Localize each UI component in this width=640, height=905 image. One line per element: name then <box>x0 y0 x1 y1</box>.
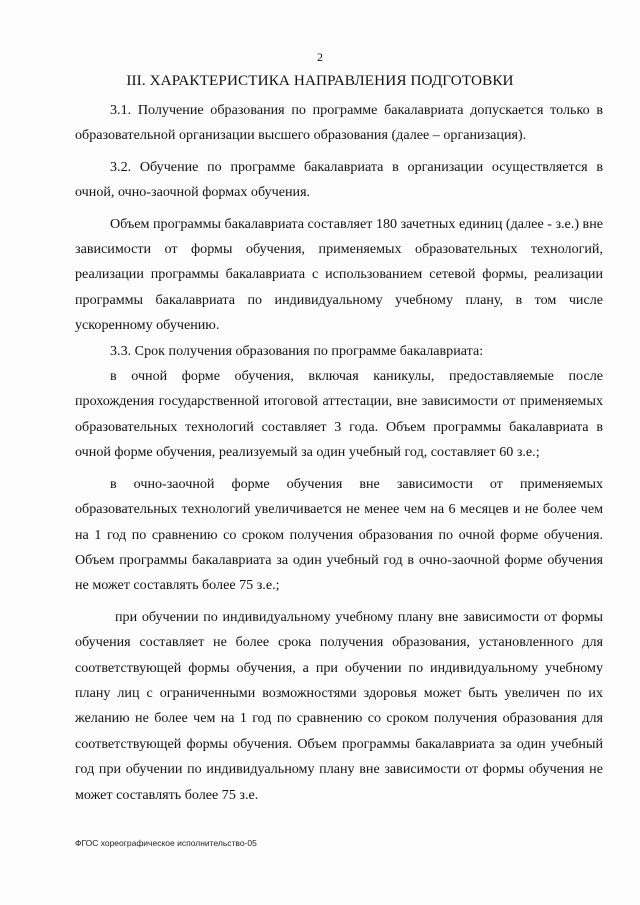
paragraph-3-1: 3.1. Получение образования по программе бакалавриата допускается только в образовательной организации высшего образования (далее – организация). <box>75 102 603 144</box>
paragraph-individual-plan: при обучении по индивидуальному учебному плану вне зависимости от формы обучения составляет не более срока получения образования, установленного для соответствующей формы обучения, а при обучении по индивидуальному учебному плану лиц с ограниченными возможностями здоровья может быть увеличен по их желанию не более чем на 1 год по сравнению со сроком получения образования для соответствующей формы обучения. Объем программы бакалавриата за один учебный год при обучении по индивидуальному плану вне зависимости от формы обучения не может составлять более 75 з.е. <box>75 608 603 803</box>
paragraph-program-volume: Объем программы бакалавриата составляет 180 зачетных единиц (далее - з.е.) вне зависимости от формы обучения, применяемых образовательных технологий, реализации программы бакалавриата с использованием сетевой формы, реализации программы бакалавриата по индивидуальному учебному плану, в том числе ускоренному обучению. <box>75 215 603 334</box>
section-heading: III. ХАРАКТЕРИСТИКА НАПРАВЛЕНИЯ ПОДГОТОВКИ <box>126 72 514 89</box>
paragraph-part-time: в очно-заочной форме обучения вне зависимости от применяемых образовательных технологий увеличивается не менее чем на 6 месяцев и не более чем на 1 год по сравнению со сроком получения образования по очной форме обучения. Объем программы бакалавриата за один учебный год в очно-заочной форме обучения не может составлять более 75 з.е.; <box>75 475 603 594</box>
paragraph-3-2: 3.2. Обучение по программе бакалавриата в организации осуществляется в очной, очно-заочной формах обучения. <box>75 158 603 201</box>
page-number: 2 <box>317 50 323 64</box>
document-footer: ФГОС хореографическое исполнительство-05 <box>75 838 257 848</box>
paragraph-3-3: 3.3. Срок получения образования по программе бакалавриата: <box>110 342 484 359</box>
document-body <box>75 98 603 808</box>
paragraph-full-time: в очной форме обучения, включая каникулы, предоставляемые после прохождения государственной итоговой аттестации, вне зависимости от применяемых образовательных технологий составляет 3 года. Объем программы бакалавриата в очной форме обучения, реализуемый за один учебный год, составляет 60 з.е.; <box>75 368 603 461</box>
